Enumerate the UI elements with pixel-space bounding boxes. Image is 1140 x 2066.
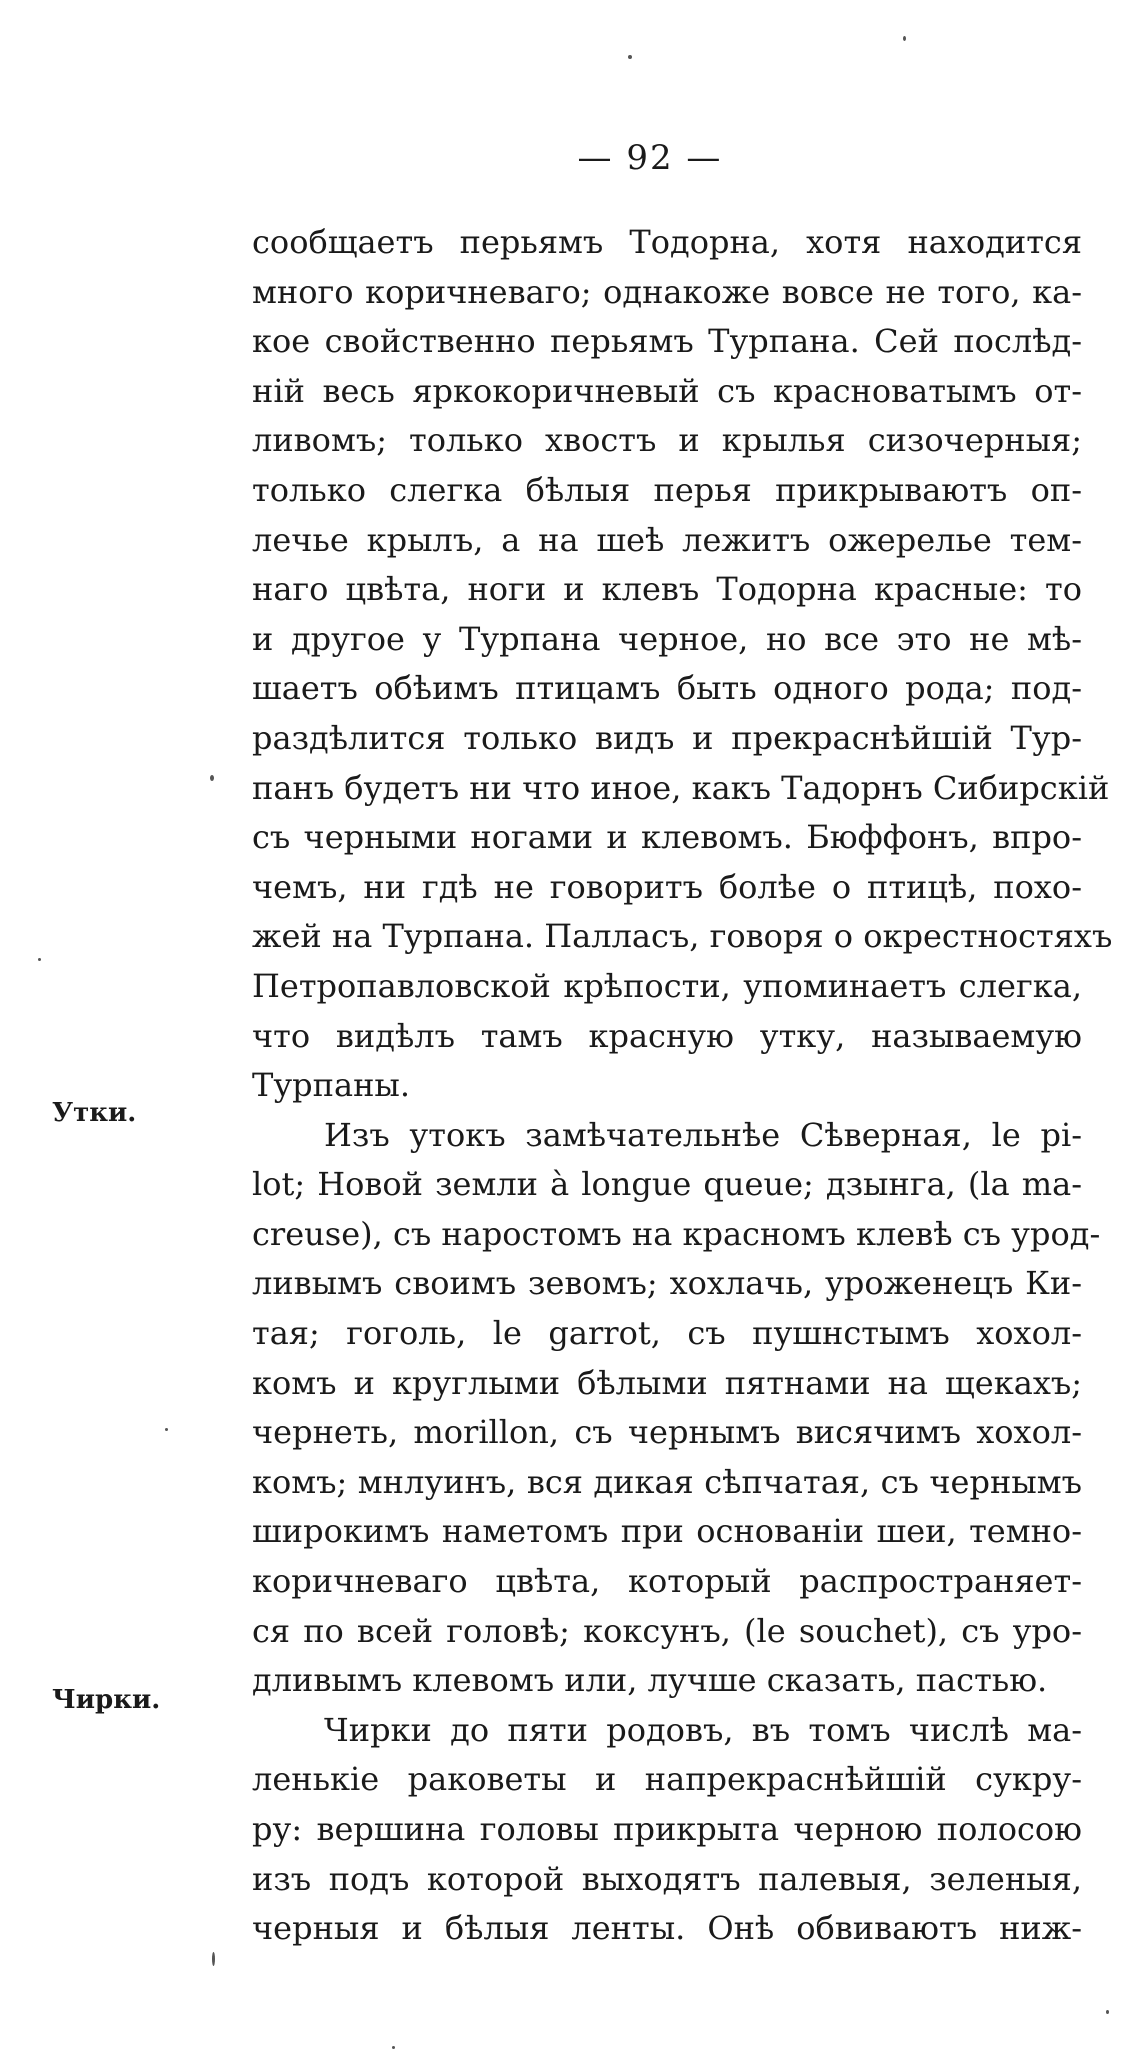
text-line: тая; гоголь, le garrot, съ пушнстымъ хохол- <box>252 1314 1082 1353</box>
text-line: сообщаетъ перьямъ Тодорна, хотя находится <box>252 223 1082 261</box>
scan-speck <box>392 2046 395 2049</box>
body-text <box>252 218 1113 1954</box>
scan-speck <box>1106 2010 1109 2014</box>
text-line: жей на Турпана. Палласъ, говоря о окрестностяхъ <box>252 917 1113 956</box>
text-line: Турпаны. <box>252 1066 411 1105</box>
scan-speck <box>903 36 906 41</box>
text-line: чемъ, ни гдѣ не говоритъ болѣе о птицѣ, похо- <box>252 867 1082 906</box>
text-line: наго цвѣта, ноги и клевъ Тодорна красные: то <box>252 570 1082 609</box>
text-line: ливомъ; только хвостъ и крылья сизочерныя; <box>252 421 1082 460</box>
text-line: много коричневаго; однакоже вовсе не того, ка- <box>252 272 1082 311</box>
text-line: съ черными ногами и клевомъ. Бюффонъ, впро- <box>252 818 1082 857</box>
text-line: только слегка бѣлыя перья прикрываютъ оп- <box>252 470 1082 509</box>
page-number: — 92 — <box>577 138 723 178</box>
text-line: и другое у Турпана черное, но все это не мѣ- <box>252 619 1082 658</box>
scan-speck <box>165 1428 168 1431</box>
text-line: раздѣлится только видъ и прекраснѣйшій Тур- <box>252 718 1082 757</box>
text-line: лечье крылъ, а на шеѣ лежитъ ожерелье тем- <box>252 520 1082 559</box>
scan-speck <box>628 55 632 59</box>
text-line: широкимъ наметомъ при основаніи шеи, темно- <box>252 1512 1082 1551</box>
text-line: ній весь яркокоричневый съ красноватымъ от- <box>252 371 1082 410</box>
text-line: изъ подъ которой выходятъ палевыя, зеленыя, <box>252 1859 1082 1898</box>
text-line: чернеть, morillon, съ чернымъ висячимъ хохол- <box>252 1413 1082 1452</box>
margin-note-chirki: Чирки. <box>52 1685 161 1715</box>
margin-note-utki: Утки. <box>52 1098 137 1128</box>
text-line: комъ и круглыми бѣлыми пятнами на щекахъ; <box>252 1363 1082 1402</box>
text-line: что видѣлъ тамъ красную утку, называемую <box>252 1016 1082 1055</box>
text-line: lot; Новой земли à longue queue; дзынга, (la ma- <box>252 1165 1082 1204</box>
text-line: Чирки до пяти родовъ, въ томъ числѣ ма- <box>324 1710 1082 1749</box>
text-line: дливымъ клевомъ или, лучше сказать, пастью. <box>252 1661 1048 1700</box>
text-line: ливымъ своимъ зевомъ; хохлачь, уроженецъ Ки- <box>252 1264 1082 1303</box>
text-line: панъ будетъ ни что иное, какъ Тадорнъ Сибирскій <box>252 768 1110 807</box>
text-line: комъ; мнлуинъ, вся дикая сѣпчатая, съ чернымъ <box>252 1462 1082 1501</box>
text-line: ленькіе раковеты и напрекраснѣйшій сукру- <box>252 1760 1082 1799</box>
text-line: ру: вершина головы прикрыта черною полосою <box>252 1810 1082 1848</box>
scan-speck <box>212 1952 215 1966</box>
scan-speck <box>38 958 41 961</box>
text-line: шаетъ обѣимъ птицамъ быть одного рода; под- <box>252 669 1082 708</box>
text-line: creuse), съ наростомъ на красномъ клевѣ съ урод- <box>252 1214 1101 1253</box>
text-line: коричневаго цвѣта, который распространяет- <box>252 1562 1082 1601</box>
text-line: ся по всей головѣ; коксунъ, (le souchet), съ уро- <box>252 1611 1082 1650</box>
text-line: Петропавловской крѣпости, упоминаетъ слегка, <box>252 966 1082 1005</box>
text-line: Изъ утокъ замѣчательнѣе Сѣверная, le pi- <box>324 1115 1082 1154</box>
text-line: кое свойственно перьямъ Турпана. Сей послѣд- <box>252 322 1082 361</box>
text-line: черныя и бѣлыя ленты. Онѣ обвиваютъ ниж- <box>252 1909 1082 1948</box>
scan-speck <box>210 775 214 781</box>
